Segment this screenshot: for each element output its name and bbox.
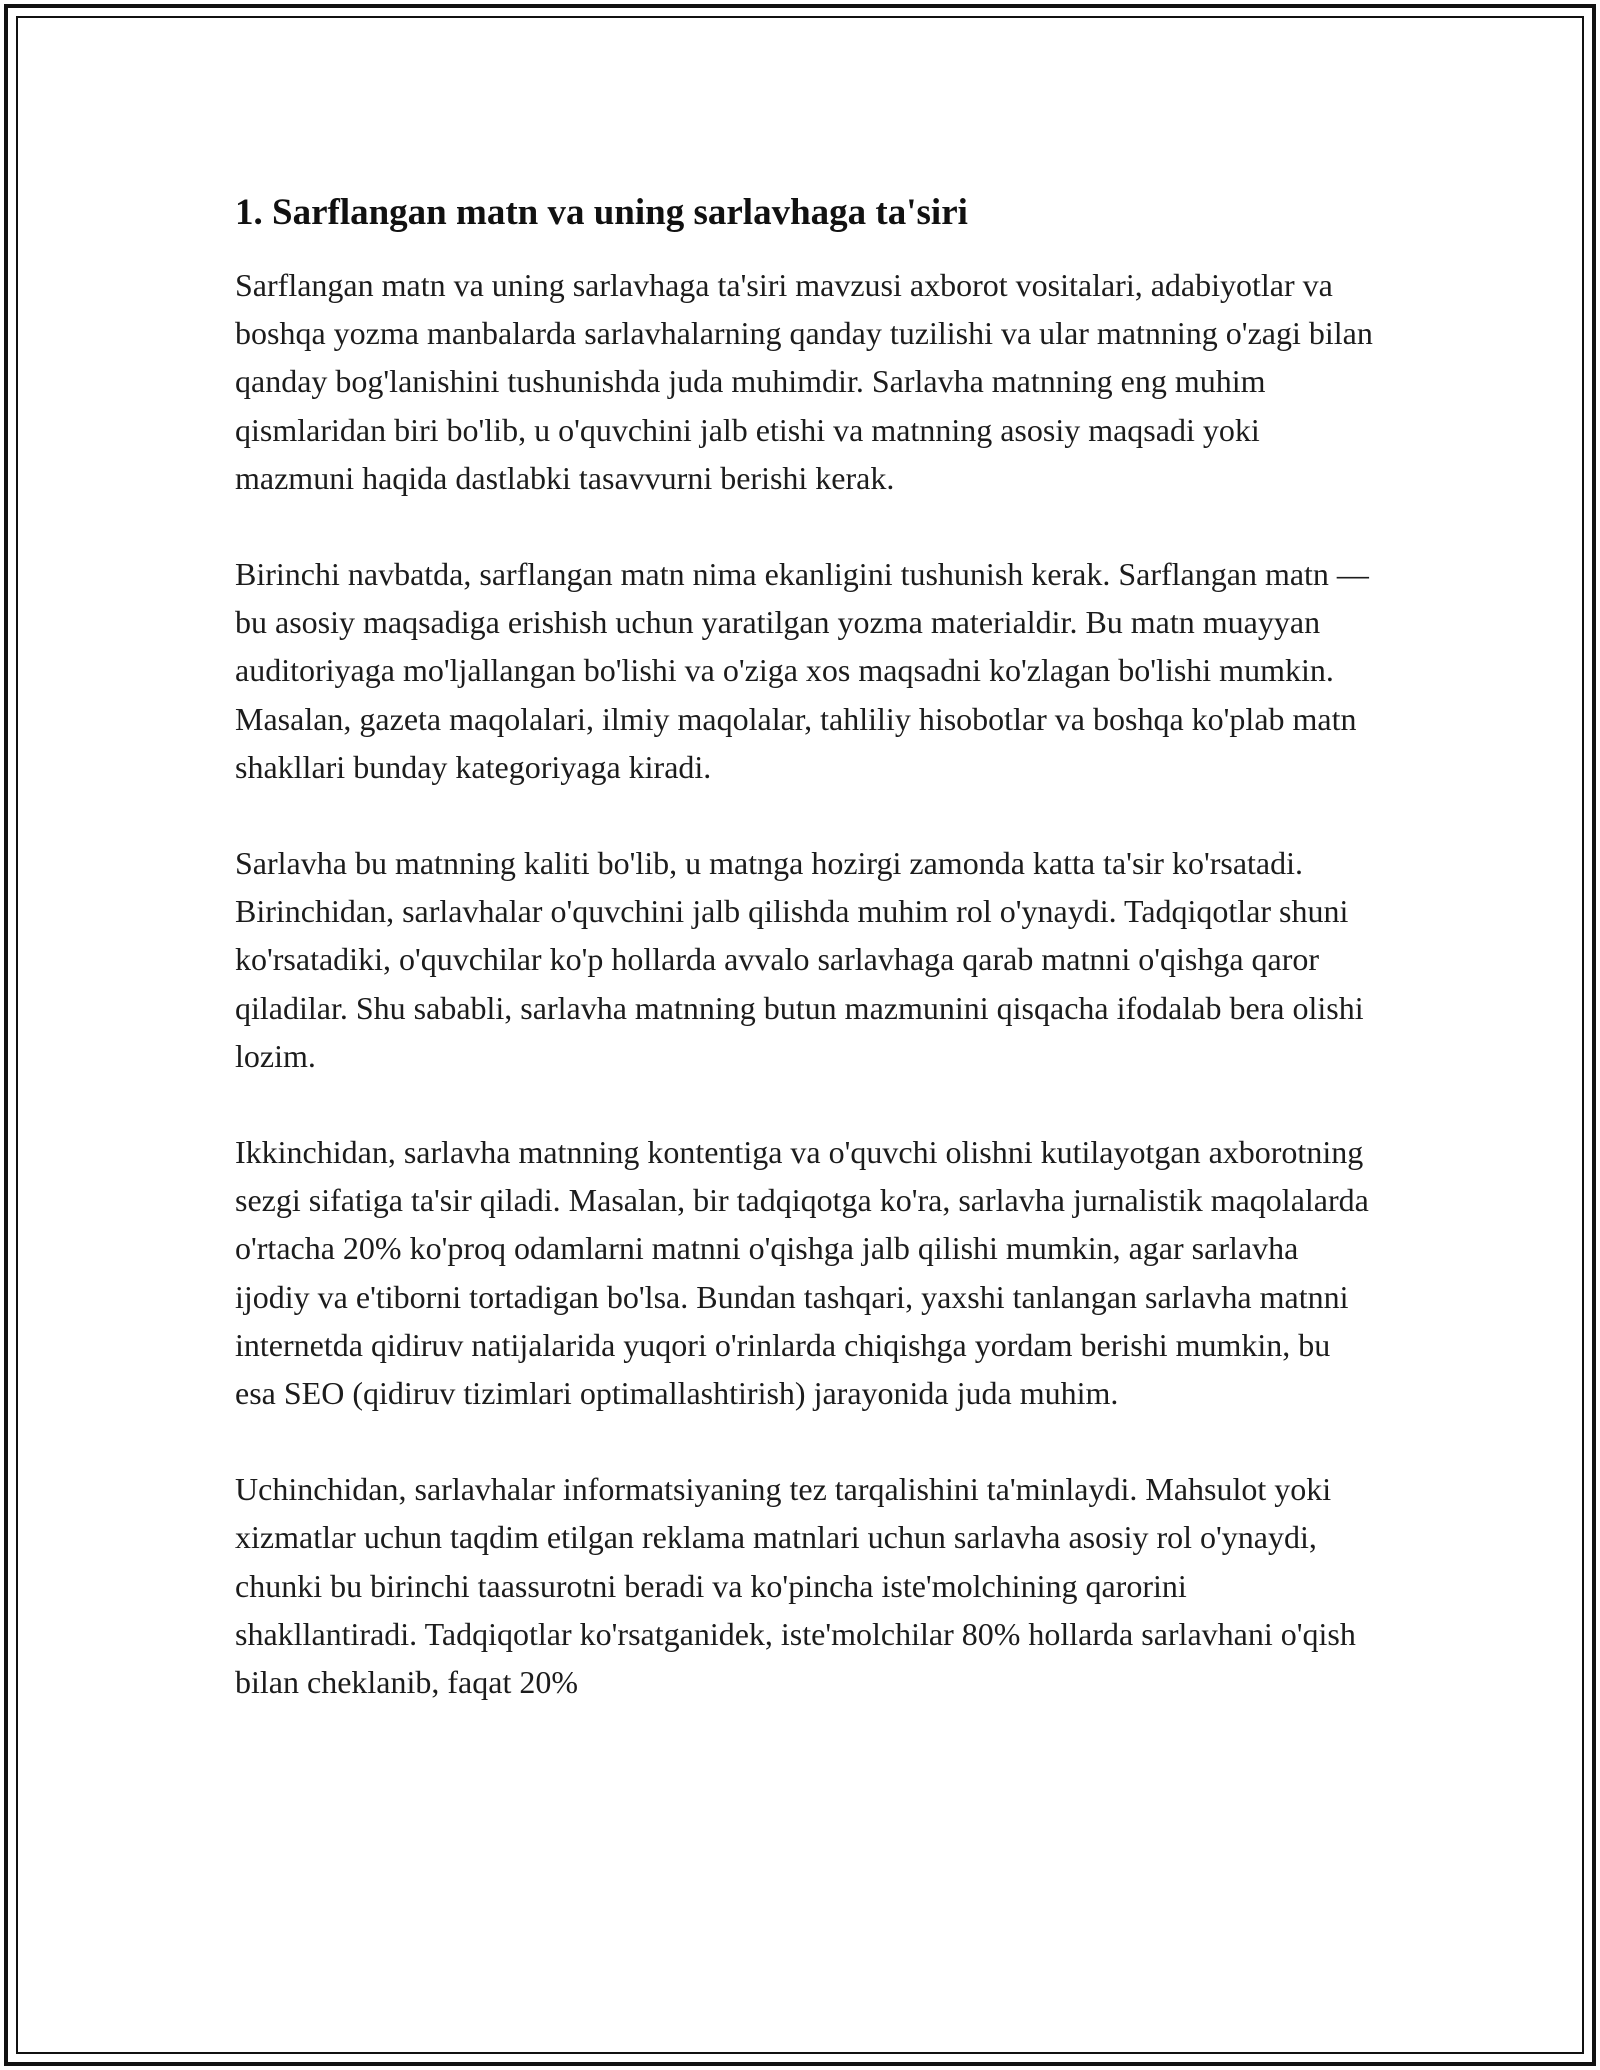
paragraph-1: Sarflangan matn va uning sarlavhaga ta'siri mavzusi axborot vositalari, adabiyotlar va boshqa yozma manbalarda sarlavhalarning qanday tuzilishi va ular matnning o'zagi bilan qanday bog'lanishini tushunishda juda muhimdir. Sarlavha matnning eng muhim qismlaridan biri bo'lib, u o'quvchini jalb etishi va matnning asosiy maqsadi yoki mazmuni haqida dastlabki tasavvurni berishi kerak. (235, 267, 1373, 496)
paragraph-5: Uchinchidan, sarlavhalar informatsiyaning tez tarqalishini ta'minlaydi. Mahsulot yoki xizmatlar uchun taqdim etilgan reklama matnlari uchun sarlavha asosiy rol o'ynaydi, chunki bu birinchi taassurotni beradi va ko'pincha iste'molchining qarorini shakllantiradi. Tadqiqotlar ko'rsatganidek, iste'molchilar 80% hollarda sarlavhani o'qish bilan cheklanib, faqat 20% (235, 1471, 1356, 1701)
paragraph-3: Sarlavha bu matnning kaliti bo'lib, u matnga hozirgi zamonda katta ta'sir ko'rsatadi. Birinchidan, sarlavhalar o'quvchini jalb qilishda muhim rol o'ynaydi. Tadqiqotlar shuni ko'rsatadiki, o'quvchilar ko'p hollarda avvalo sarlavhaga qarab matnni o'qishga qaror qiladilar. Shu sababli, sarlavha matnning butun mazmunini qisqacha ifodalab bera olishi lozim. (235, 845, 1364, 1074)
section-heading: 1. Sarflangan matn va uning sarlavhaga ta'siri (235, 192, 968, 233)
paragraph-4: Ikkinchidan, sarlavha matnning kontentiga va o'quvchi olishni kutilayotgan axborotning sezgi sifatiga ta'sir qiladi. Masalan, bir tadqiqotga ko'ra, sarlavha jurnalistik maqolalarda o'rtacha 20% ko'proq odamlarni matnni o'qishga jalb qilishi mumkin, agar sarlavha ijodiy va e'tiborni tortadigan bo'lsa. Bundan tashqari, yaxshi tanlangan sarlavha matnni internetda qidiruv natijalarida yuqori o'rinlarda chiqishga yordam berishi mumkin, bu esa SEO (qidiruv tizimlari optimallashtirish) jarayonida juda muhim. (235, 1134, 1369, 1412)
paragraph-2: Birinchi navbatda, sarflangan matn nima ekanligini tushunish kerak. Sarflangan matn — bu asosiy maqsadiga erishish uchun yaratilgan yozma materialdir. Bu matn muayyan auditoriyaga mo'ljallangan bo'lishi va o'ziga xos maqsadni ko'zlagan bo'lishi mumkin. Masalan, gazeta maqolalari, ilmiy maqolalar, tahliliy hisobotlar va boshqa ko'plab matn shakllari bunday kategoriyaga kiradi. (235, 556, 1369, 785)
document-body (235, 187, 1375, 1754)
